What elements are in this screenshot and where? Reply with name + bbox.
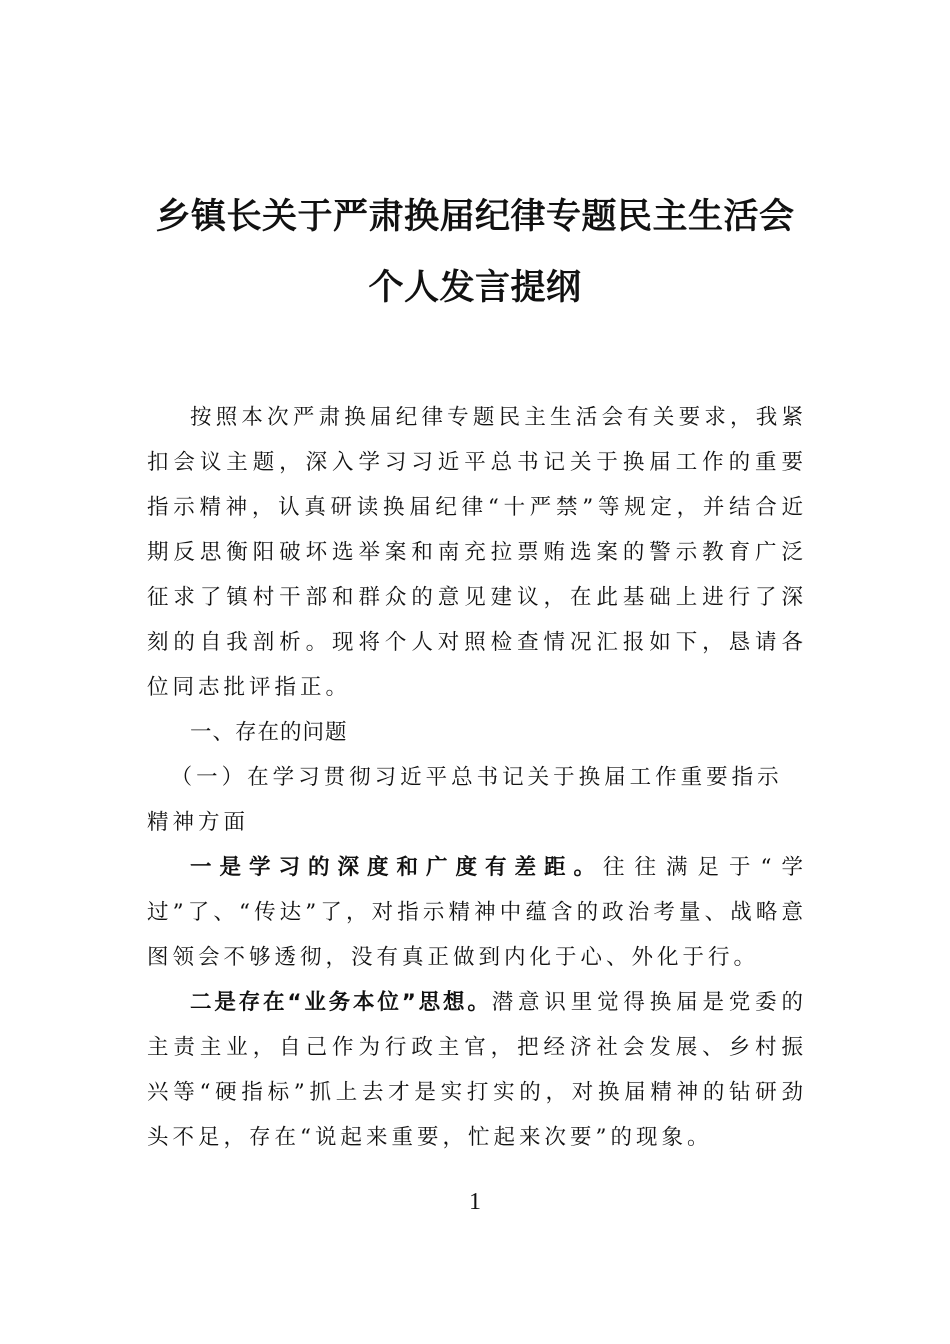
point-2-text: 潜意识里觉得换届是党委的主责主业，自己作为行政主官，把经济社会发展、乡村振兴等“硬指标”抓上去才是实打实的，对换届精神的钻研劲头不足，存在“说起来重要，忙起来次要”的现象。	[147, 990, 807, 1150]
document-title-line-2: 个人发言提纲	[368, 267, 582, 308]
page-number: 1	[469, 1189, 481, 1215]
point-2-paragraph	[147, 980, 807, 1160]
point-2-lead: 二是存在“业务本位”思想。	[190, 990, 492, 1015]
section-heading-problems: 一、存在的问题	[190, 720, 348, 745]
point-1-text: 往往满足于“学过”了、“传达”了，对指示精神中蕴含的政治考量、战略意图领会不够透彻，没有真正做到内化于心、外化于行。	[147, 855, 807, 970]
document-body	[147, 395, 807, 1160]
point-1-lead: 一是学习的深度和广度有差距。	[190, 855, 603, 880]
intro-paragraph: 按照本次严肃换届纪律专题民主生活会有关要求，我紧扣会议主题，深入学习习近平总书记关于换届工作的重要指示精神，认真研读换届纪律“十严禁”等规定，并结合近期反思衡阳破坏选举案和南充拉票贿选案的警示教育广泛征求了镇村干部和群众的意见建议，在此基础上进行了深刻的自我剖析。现将个人对照检查情况汇报如下，恳请各位同志批评指正。	[147, 405, 807, 700]
point-1-paragraph	[147, 845, 807, 980]
document-title-line-1: 乡镇长关于严肃换届纪律专题民主生活会	[155, 196, 795, 237]
subsection-heading-1: （一）在学习贯彻习近平总书记关于换届工作重要指示精神方面	[147, 765, 783, 835]
